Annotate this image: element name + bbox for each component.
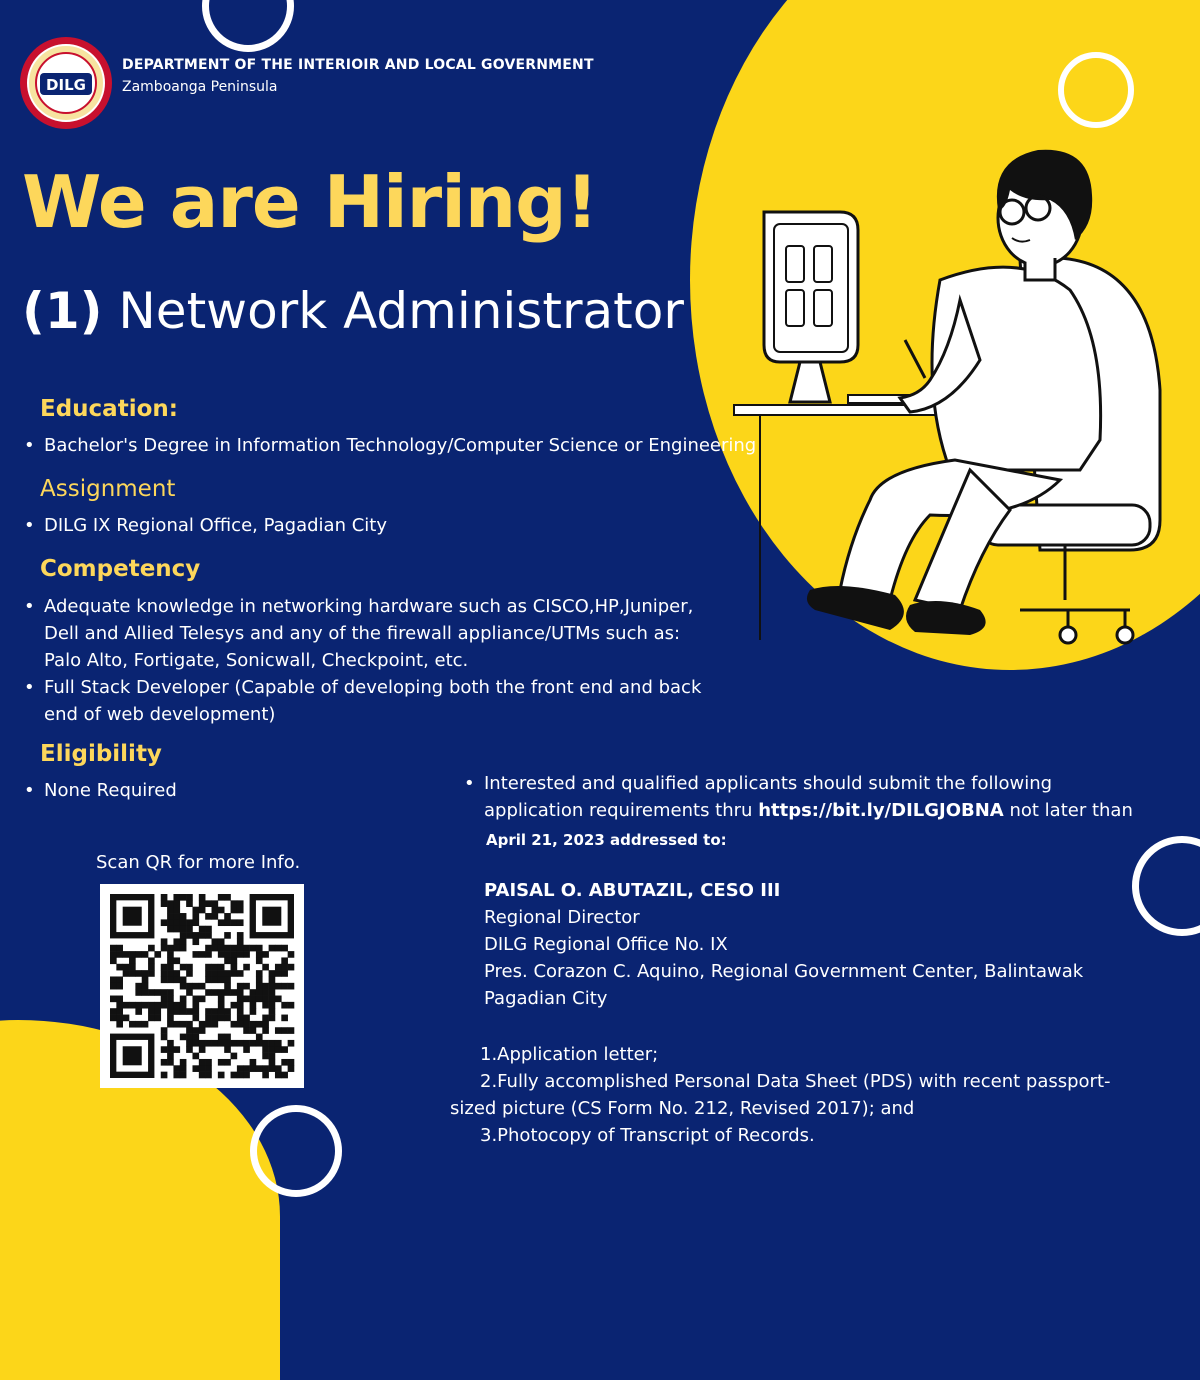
competency-heading: Competency [40,556,201,582]
competency-item [44,674,701,728]
education-heading: Education: [40,396,178,422]
education-item: • Bachelor's Degree in Information Technology/Computer Science or Engineering [44,432,756,459]
qr-code[interactable] [100,884,304,1088]
competency-item-line: end of web development) [44,704,276,725]
addressee-title: Regional Director [484,907,640,928]
addressee-address: Pagadian City [484,988,608,1009]
application-link[interactable]: https://bit.ly/DILGJOBNA [758,800,1004,821]
assignment-item: • DILG IX Regional Office, Pagadian City [44,512,387,539]
application-intro [484,770,1133,824]
shoe [906,601,986,635]
position-name: Network Administrator [118,282,684,340]
competency-item [44,593,693,674]
chair-wheel [1060,627,1076,643]
requirement-item: 2.Fully accomplished Personal Data Sheet (PDS) with recent passport- [480,1071,1111,1092]
requirement-item: 3.Photocopy of Transcript of Records. [480,1125,815,1146]
region-name: Zamboanga Peninsula [122,79,278,95]
application-intro-line: • Interested and qualified applicants should submit the following [484,773,1053,794]
hiring-headline: We are Hiring! [22,160,598,244]
chair-wheel [1117,627,1133,643]
competency-item-line: • Full Stack Developer (Capable of developing both the front end and back [44,677,702,698]
addressee-name: PAISAL O. ABUTAZIL, CESO III [484,880,781,901]
requirement-item: sized picture (CS Form No. 212, Revised 2017); and [450,1098,915,1119]
pen [905,340,925,378]
competency-item-line: Palo Alto, Fortigate, Sonicwall, Checkpoint, etc. [44,650,469,671]
assignment-heading: Assignment [40,476,176,502]
ring-decoration-top [202,0,294,52]
ring-decoration-right [1132,836,1200,936]
application-intro-text: application requirements thru [484,800,759,821]
ring-decoration-top-right [1058,52,1134,128]
application-intro-text: not later than [1003,800,1133,821]
competency-item-line: • Adequate knowledge in networking hardware such as CISCO,HP,Juniper, [44,596,694,617]
dilg-seal-logo [18,35,114,131]
seal-text: DILG [46,76,86,94]
position-title [22,282,684,340]
qr-caption: Scan QR for more Info. [96,852,301,873]
application-deadline: April 21, 2023 addressed to: [486,831,727,849]
ring-decoration-bottom [250,1105,342,1197]
addressee-office: DILG Regional Office No. IX [484,934,728,955]
eligibility-item: • None Required [44,777,177,804]
eligibility-heading: Eligibility [40,741,162,767]
position-count: (1) [22,282,103,340]
addressee-address: Pres. Corazon C. Aquino, Regional Government Center, Balintawak [484,961,1084,982]
person-at-computer-illustration [720,140,1180,660]
addressee-block [484,877,1083,1012]
application-intro-line [484,797,1133,824]
department-name: DEPARTMENT OF THE INTERIOIR AND LOCAL GOVERNMENT [122,57,594,73]
requirements-list [450,1041,1111,1149]
requirement-item: 1.Application letter; [480,1044,659,1065]
competency-item-line: Dell and Allied Telesys and any of the firewall appliance/UTMs such as: [44,623,681,644]
